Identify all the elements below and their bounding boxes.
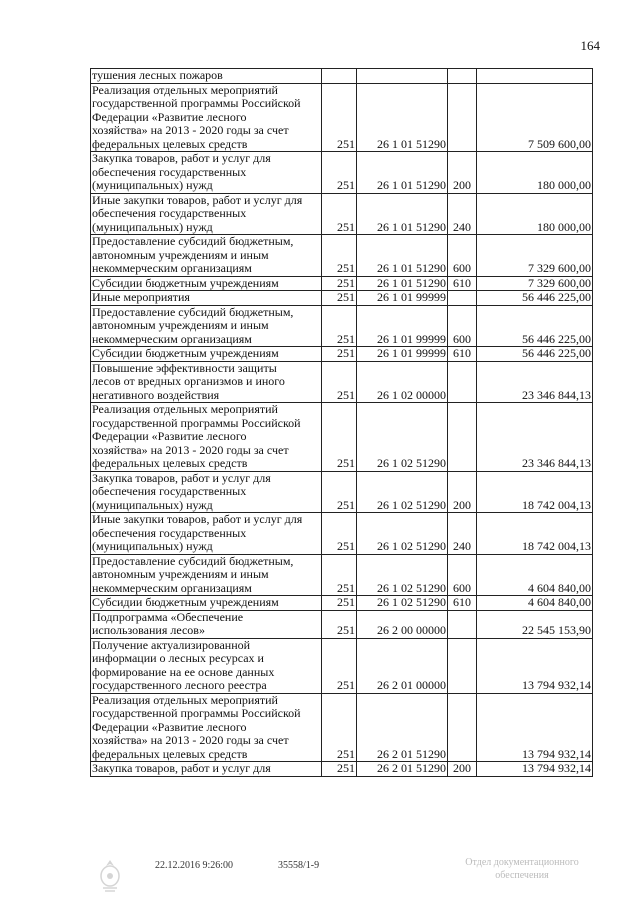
row-code: 251: [322, 638, 357, 693]
table-row: [91, 638, 593, 693]
table-row: [91, 762, 593, 777]
row-class-code: 26 1 02 51290: [357, 471, 448, 513]
row-name-line: Федерации «Развитие лесного: [92, 109, 247, 124]
row-name-line: федеральных целевых средств: [92, 456, 248, 470]
row-name-line: (муниципальных) нужд: [92, 219, 213, 234]
row-name-line: Федерации «Развитие лесного: [92, 719, 247, 734]
row-name-line: формирование на ее основе данных: [92, 664, 275, 679]
row-name-line: автономным учреждениям и иным: [92, 567, 269, 581]
table-row: [91, 276, 593, 291]
row-code: 251: [322, 554, 357, 596]
row-class-code: 26 1 01 51290: [357, 193, 448, 235]
row-amount: 18 742 004,13: [477, 471, 593, 513]
row-expense-type: [448, 610, 477, 638]
row-code: 251: [322, 361, 357, 403]
row-name-line: обеспечения государственных: [92, 525, 247, 540]
footer-timestamp: 22.12.2016 9:26:00: [155, 860, 234, 871]
row-class-code: 26 1 02 51290: [357, 403, 448, 472]
page-footer: [0, 848, 640, 888]
row-class-code: 26 1 02 51290: [357, 554, 448, 596]
row-name-line: Реализация отдельных мероприятий: [92, 83, 278, 97]
row-name: [91, 596, 322, 611]
row-expense-type: [448, 403, 477, 472]
row-amount: 13 794 932,14: [477, 638, 593, 693]
row-name-line: лесов от вредных организмов и иного: [92, 374, 285, 388]
row-class-code: 26 2 01 51290: [357, 693, 448, 762]
row-amount: 23 346 844,13: [477, 361, 593, 403]
table-row: [91, 513, 593, 555]
row-amount: 7 509 600,00: [477, 83, 593, 152]
row-amount: 18 742 004,13: [477, 513, 593, 555]
row-name-line: (муниципальных) нужд: [92, 178, 213, 192]
row-name: [91, 152, 322, 194]
row-name-line: Субсидии бюджетным учреждениям: [92, 595, 279, 609]
footer-document-id: 35558/1-9: [278, 860, 320, 871]
row-expense-type: [448, 83, 477, 152]
row-name-line: хозяйства» на 2013 - 2020 годы за счет: [92, 442, 289, 457]
row-name: [91, 762, 322, 777]
row-name-line: государственной программы Российской: [92, 96, 301, 110]
row-name: [91, 693, 322, 762]
row-class-code: 26 1 02 51290: [357, 596, 448, 611]
row-name-line: Предоставление субсидий бюджетным,: [92, 554, 294, 568]
row-class-code: 26 1 01 99999: [357, 305, 448, 347]
row-class-code: 26 1 01 51290: [357, 235, 448, 277]
row-amount: 56 446 225,00: [477, 291, 593, 306]
row-class-code: 26 1 02 51290: [357, 513, 448, 555]
row-name: [91, 276, 322, 291]
row-name-line: Закупка товаров, работ и услуг для: [92, 151, 271, 165]
row-expense-type: 240: [448, 513, 477, 555]
table-row: [91, 305, 593, 347]
row-name-line: хозяйства» на 2013 - 2020 годы за счет: [92, 733, 289, 747]
row-expense-type: 600: [448, 235, 477, 277]
row-code: 251: [322, 235, 357, 277]
table-row: [91, 235, 593, 277]
row-expense-type: 600: [448, 305, 477, 347]
table-row: [91, 361, 593, 403]
row-name: [91, 69, 322, 84]
row-name-line: федеральных целевых средств: [92, 136, 248, 151]
row-expense-type: 240: [448, 193, 477, 235]
row-class-code: 26 1 02 00000: [357, 361, 448, 403]
row-code: 251: [322, 291, 357, 306]
row-amount: 13 794 932,14: [477, 762, 593, 777]
row-class-code: 26 2 01 51290: [357, 762, 448, 777]
table-row: [91, 152, 593, 194]
row-code: [322, 69, 357, 84]
row-name: [91, 83, 322, 152]
row-name-line: информации о лесных ресурсах и: [92, 651, 264, 665]
page-number: 164: [580, 38, 600, 53]
row-expense-type: 200: [448, 762, 477, 777]
row-class-code: 26 2 01 00000: [357, 638, 448, 693]
row-class-code: 26 1 01 51290: [357, 152, 448, 194]
row-name: [91, 193, 322, 235]
row-class-code: 26 1 01 99999: [357, 291, 448, 306]
row-code: 251: [322, 610, 357, 638]
row-name-line: Предоставление субсидий бюджетным,: [92, 234, 294, 248]
row-class-code: 26 1 01 51290: [357, 276, 448, 291]
table-row: [91, 83, 593, 152]
row-name: [91, 554, 322, 596]
row-name-line: хозяйства» на 2013 - 2020 годы за счет: [92, 123, 289, 137]
row-class-code: 26 1 01 99999: [357, 347, 448, 362]
row-name-line: тушения лесных пожаров: [92, 68, 223, 82]
table-row: [91, 596, 593, 611]
row-expense-type: [448, 693, 477, 762]
row-code: 251: [322, 513, 357, 555]
table-row: [91, 471, 593, 513]
row-amount: 4 604 840,00: [477, 554, 593, 596]
row-name-line: автономным учреждениям и иным: [92, 318, 269, 332]
row-expense-type: [448, 361, 477, 403]
budget-table: [90, 68, 593, 777]
row-name-line: некоммерческим организациям: [92, 331, 252, 346]
row-name-line: государственной программы Российской: [92, 706, 301, 720]
row-name: [91, 361, 322, 403]
row-amount: 7 329 600,00: [477, 235, 593, 277]
row-name-line: федеральных целевых средств: [92, 746, 248, 761]
row-code: 251: [322, 305, 357, 347]
row-amount: 56 446 225,00: [477, 347, 593, 362]
row-expense-type: 610: [448, 276, 477, 291]
table-row: [91, 554, 593, 596]
row-code: 251: [322, 193, 357, 235]
table-row: [91, 291, 593, 306]
row-amount: 180 000,00: [477, 193, 593, 235]
row-code: 251: [322, 403, 357, 472]
row-name-line: государственной программы Российской: [92, 415, 301, 430]
row-name: [91, 471, 322, 513]
row-code: 251: [322, 471, 357, 513]
row-name: [91, 291, 322, 306]
row-amount: 23 346 844,13: [477, 403, 593, 472]
row-name-line: Федерации «Развитие лесного: [92, 429, 247, 443]
footer-watermark: Отдел документационного обеспечения: [465, 857, 579, 881]
row-name: [91, 347, 322, 362]
row-name-line: Субсидии бюджетным учреждениям: [92, 346, 279, 360]
row-name: [91, 305, 322, 347]
row-name-line: Субсидии бюджетным учреждениям: [92, 276, 279, 290]
row-expense-type: [448, 69, 477, 84]
row-expense-type: [448, 638, 477, 693]
row-name-line: использования лесов»: [92, 623, 205, 637]
row-name-line: (муниципальных) нужд: [92, 497, 213, 512]
row-code: 251: [322, 693, 357, 762]
row-name-line: Реализация отдельных мероприятий: [92, 402, 278, 416]
row-amount: 4 604 840,00: [477, 596, 593, 611]
row-name-line: Реализация отдельных мероприятий: [92, 693, 278, 707]
row-name-line: Получение актуализированной: [92, 638, 251, 652]
row-expense-type: 600: [448, 554, 477, 596]
row-name-line: Закупка товаров, работ и услуг для: [92, 761, 271, 775]
row-name-line: обеспечения государственных: [92, 484, 247, 498]
row-amount: 56 446 225,00: [477, 305, 593, 347]
row-name-line: Закупка товаров, работ и услуг для: [92, 471, 271, 485]
row-name-line: Иные закупки товаров, работ и услуг для: [92, 193, 303, 207]
budget-table-body: [91, 69, 593, 777]
row-code: 251: [322, 276, 357, 291]
row-name-line: Предоставление субсидий бюджетным,: [92, 305, 294, 319]
table-row: [91, 693, 593, 762]
row-name-line: автономным учреждениям и иным: [92, 247, 269, 262]
row-code: 251: [322, 152, 357, 194]
table-row: [91, 403, 593, 472]
row-name-line: Повышение эффективности защиты: [92, 361, 277, 375]
row-name: [91, 513, 322, 555]
row-name: [91, 610, 322, 638]
row-name-line: обеспечения государственных: [92, 206, 247, 220]
row-amount: [477, 69, 593, 84]
row-class-code: 26 2 00 00000: [357, 610, 448, 638]
row-name-line: некоммерческим организациям: [92, 580, 252, 595]
row-expense-type: 200: [448, 471, 477, 513]
emblem-icon: [95, 858, 125, 892]
row-expense-type: 610: [448, 347, 477, 362]
row-name-line: государственного лесного реестра: [92, 678, 267, 692]
row-amount: 180 000,00: [477, 152, 593, 194]
row-name: [91, 638, 322, 693]
table-row: [91, 69, 593, 84]
row-name-line: Иные закупки товаров, работ и услуг для: [92, 512, 303, 526]
row-name-line: негативного воздействия: [92, 387, 220, 402]
row-name-line: обеспечения государственных: [92, 164, 247, 179]
row-name-line: некоммерческим организациям: [92, 261, 252, 275]
row-amount: 22 545 153,90: [477, 610, 593, 638]
table-row: [91, 193, 593, 235]
row-class-code: 26 1 01 51290: [357, 83, 448, 152]
table-row: [91, 610, 593, 638]
row-code: 251: [322, 347, 357, 362]
row-name: [91, 235, 322, 277]
row-code: 251: [322, 762, 357, 777]
row-code: 251: [322, 596, 357, 611]
row-amount: 7 329 600,00: [477, 276, 593, 291]
row-expense-type: [448, 291, 477, 306]
row-name-line: Подпрограмма «Обеспечение: [92, 610, 244, 624]
row-expense-type: 200: [448, 152, 477, 194]
row-class-code: [357, 69, 448, 84]
row-name-line: (муниципальных) нужд: [92, 539, 213, 553]
table-row: [91, 347, 593, 362]
row-code: 251: [322, 83, 357, 152]
row-expense-type: 610: [448, 596, 477, 611]
row-amount: 13 794 932,14: [477, 693, 593, 762]
row-name-line: Иные мероприятия: [92, 290, 190, 304]
row-name: [91, 403, 322, 472]
